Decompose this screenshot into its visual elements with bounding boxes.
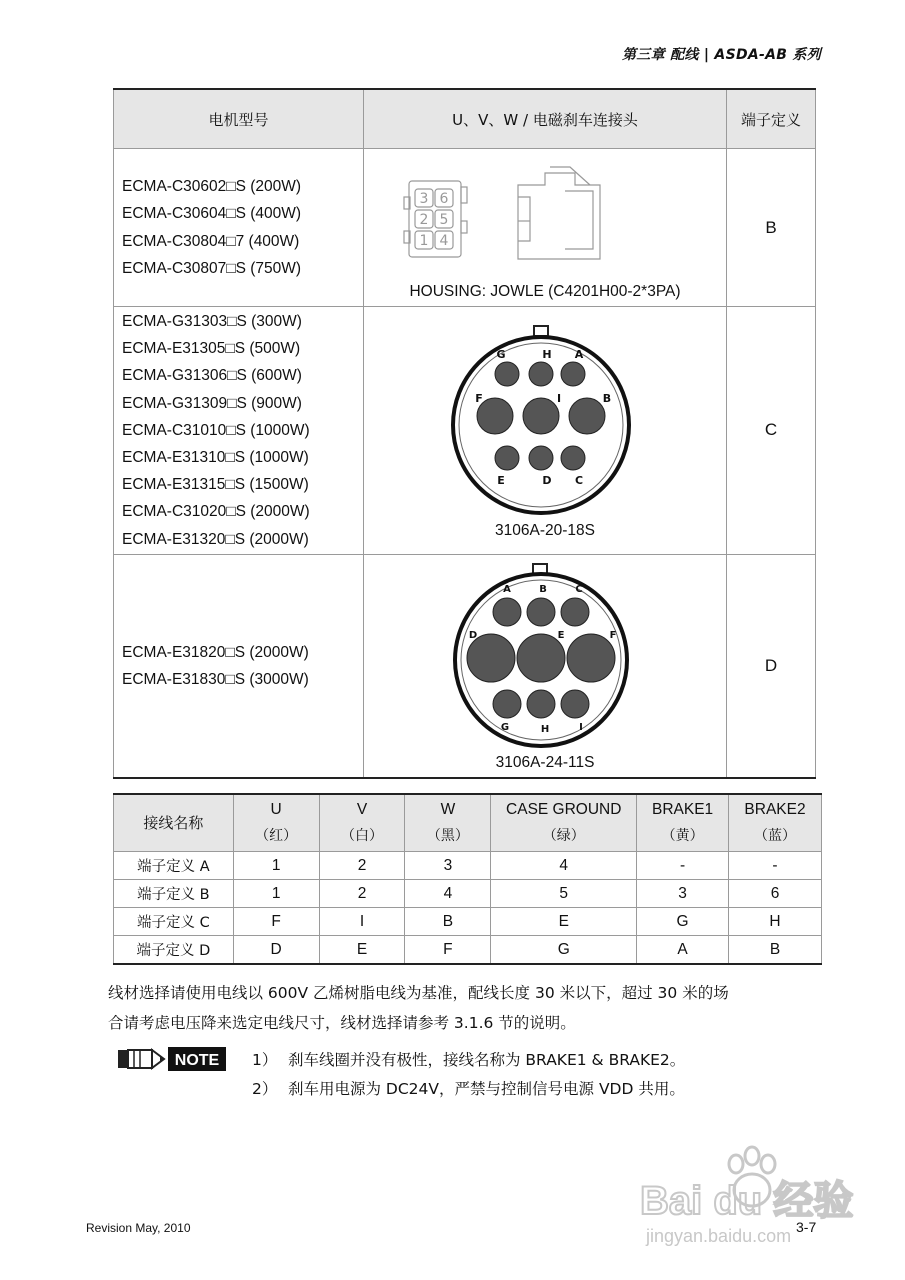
col-header [319, 794, 405, 852]
model-list-d [114, 554, 364, 778]
connector-caption: 3106A-24-11S [495, 754, 595, 772]
connector-cell-d [364, 554, 727, 778]
model-item: ECMA-G31303□S (300W) [122, 313, 302, 330]
pin-cell: 3 [637, 880, 729, 908]
model-item: ECMA-C30804□7 (400W) [122, 232, 300, 250]
header-connector: U、V、W / 电磁刹车连接头 [364, 89, 727, 149]
round-connector-18s-diagram [445, 324, 645, 516]
model-item: ECMA-E31830□S (3000W) [122, 671, 309, 689]
baidu-jingyan-watermark [640, 1142, 870, 1252]
model-item: ECMA-C30604□S (400W) [122, 205, 302, 223]
note-text: 刹车线圈并没有极性，接线名称为 BRAKE1 & BRAKE2。 [288, 1051, 686, 1069]
row-label: 端子定义 D [114, 936, 234, 965]
pin-cell: F [405, 936, 491, 965]
col-header-name: V [356, 801, 368, 818]
pin-cell: - [637, 852, 729, 880]
paragraph-line: 线材选择请使用电线以 600V 乙烯树脂电线为基准，配线长度 30 米以下，超过 30 米的场 [108, 984, 729, 1002]
pin-label: B [539, 584, 547, 596]
col-header-name: CASE GROUND [506, 801, 622, 818]
pin-label: A [503, 584, 511, 596]
note-item [252, 1046, 685, 1075]
pin-label: 5 [439, 211, 449, 228]
pin-cell: 2 [319, 880, 405, 908]
watermark-url: jingyan.baidu.com [646, 1226, 792, 1246]
pin-definition-table [113, 793, 822, 965]
page-header: 第三章 配线 | ASDA-AB 系列 [622, 47, 821, 63]
pin-label: I [579, 722, 583, 734]
housing-connector-diagram [375, 161, 715, 279]
col-header-color: （黄） [661, 828, 704, 844]
col-header [405, 794, 491, 852]
col-header [637, 794, 729, 852]
pin-table-header [114, 794, 822, 852]
pin-label: H [540, 724, 550, 736]
col-header-color: （白） [341, 828, 384, 844]
model-item: ECMA-G31306□S (600W) [122, 367, 302, 385]
pin-label: F [609, 630, 617, 642]
col-header-name: BRAKE1 [651, 801, 714, 818]
footer-page-number: 3-7 [796, 1219, 817, 1235]
table-row [114, 908, 822, 936]
table-row [114, 149, 816, 307]
definition-value: C [727, 307, 816, 555]
pin-label: I [556, 392, 562, 406]
pin-cell: G [637, 908, 729, 936]
round-connector-11s-diagram [445, 562, 645, 748]
model-item: ECMA-E31305□S (500W) [122, 340, 301, 358]
pin-cell: B [405, 908, 491, 936]
pin-cell: A [637, 936, 729, 965]
col-header [729, 794, 822, 852]
model-item: ECMA-G31309□S (900W) [122, 394, 302, 412]
pin-label: E [557, 630, 565, 642]
table-row [114, 880, 822, 908]
pin-label: H [542, 348, 552, 362]
table-row [114, 307, 816, 555]
row-label: 端子定义 C [114, 908, 234, 936]
note-label: NOTE [174, 1052, 220, 1069]
pin-label: D [542, 474, 552, 488]
pin-label: F [475, 392, 483, 406]
col-header [233, 794, 319, 852]
pin-cell: 4 [491, 852, 637, 880]
pin-label: 1 [419, 232, 429, 249]
pin-cell: 6 [729, 880, 822, 908]
table-row [114, 852, 822, 880]
pin-cell: 3 [405, 852, 491, 880]
table-row [114, 554, 816, 778]
pin-cell: E [319, 936, 405, 965]
definition-value: D [727, 554, 816, 778]
note-text: 刹车用电源为 DC24V，严禁与控制信号电源 VDD 共用。 [288, 1080, 685, 1098]
pin-cell: 5 [491, 880, 637, 908]
col-header-color: （蓝） [754, 828, 797, 844]
pin-label: B [602, 392, 612, 406]
pin-cell: F [233, 908, 319, 936]
watermark-logo: Bai du 经验 [640, 1179, 854, 1223]
pin-cell: 2 [319, 852, 405, 880]
pin-cell: E [491, 908, 637, 936]
row-label: 端子定义 B [114, 880, 234, 908]
connector-cell-c [364, 307, 727, 555]
pin-cell: 1 [233, 880, 319, 908]
model-item: ECMA-C31010□S (1000W) [122, 421, 310, 439]
col-header [491, 794, 637, 852]
col-header-name: U [270, 801, 282, 818]
pin-cell: 4 [405, 880, 491, 908]
wire-selection-paragraph [108, 978, 828, 1038]
table-row [114, 936, 822, 965]
corner-header: 接线名称 [114, 794, 234, 852]
header-definition: 端子定义 [727, 89, 816, 149]
pin-cell: D [233, 936, 319, 965]
model-item: ECMA-E31820□S (2000W) [122, 643, 309, 661]
pin-label: C [574, 474, 584, 488]
pin-label: 3 [419, 190, 429, 207]
connector-caption: 3106A-20-18S [495, 522, 595, 540]
model-item: ECMA-C30602□S (200W) [122, 178, 302, 196]
pin-cell: - [729, 852, 822, 880]
motor-connector-table [113, 88, 816, 779]
note-number: 1） [252, 1051, 278, 1069]
col-header-name: W [440, 801, 456, 818]
col-header-name: BRAKE2 [744, 801, 806, 818]
pin-label: A [574, 348, 584, 362]
pin-cell: 1 [233, 852, 319, 880]
header-model: 电机型号 [114, 89, 364, 149]
note-item [252, 1075, 685, 1104]
note-number: 2） [252, 1080, 278, 1098]
note-list [252, 1046, 685, 1104]
model-list-b [114, 149, 364, 307]
paragraph-line: 合请考虑电压降来选定电线尺寸，线材选择请参考 3.1.6 节的说明。 [108, 1014, 576, 1032]
pin-cell: H [729, 908, 822, 936]
model-item: ECMA-C30807□S (750W) [122, 259, 302, 277]
col-header-color: （绿） [542, 828, 585, 844]
pin-label: E [497, 474, 505, 488]
pencil-icon [118, 1050, 164, 1068]
pin-cell: B [729, 936, 822, 965]
model-list-c [114, 307, 364, 555]
model-item: ECMA-E31320□S (2000W) [122, 530, 309, 548]
model-item: ECMA-C31020□S (2000W) [122, 503, 310, 521]
connector-cell-b [364, 149, 727, 307]
pin-label: 2 [419, 211, 429, 228]
definition-value: B [727, 149, 816, 307]
connector-caption: HOUSING: JOWLE (C4201H00-2*3PA) [409, 282, 681, 300]
col-header-color: （红） [255, 828, 298, 844]
pin-label: C [575, 584, 583, 596]
pin-cell: I [319, 908, 405, 936]
col-header-color: （黑） [426, 828, 469, 844]
table-header-row [114, 89, 816, 149]
pin-cell: G [491, 936, 637, 965]
row-label: 端子定义 A [114, 852, 234, 880]
pin-label: D [468, 630, 478, 642]
pin-label: G [496, 348, 506, 362]
pin-label: G [500, 722, 510, 734]
note-badge [116, 1044, 228, 1074]
pin-label: 4 [439, 232, 449, 249]
model-item: ECMA-E31310□S (1000W) [122, 449, 309, 467]
model-item: ECMA-E31315□S (1500W) [122, 476, 309, 494]
pin-label: 6 [439, 190, 449, 207]
footer-revision: Revision May, 2010 [86, 1221, 191, 1235]
